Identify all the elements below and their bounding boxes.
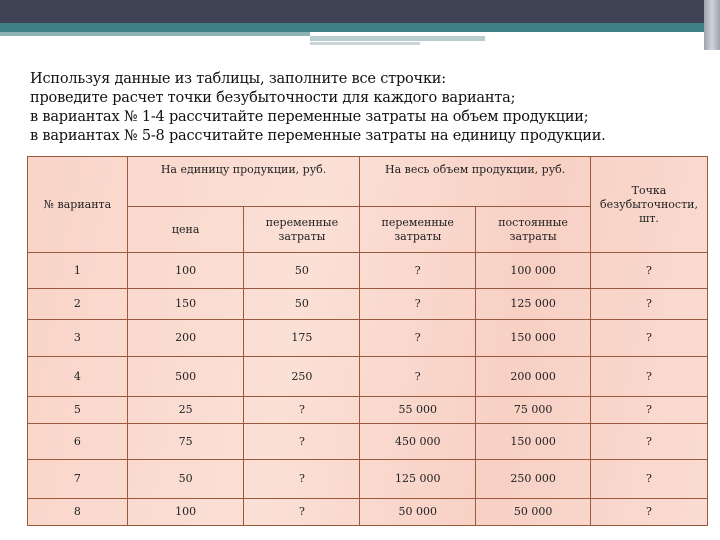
cell-unit-variable-costs: ? xyxy=(244,397,360,424)
cell-total-variable-costs: ? xyxy=(360,289,476,320)
cell-total-variable-costs: 50 000 xyxy=(360,499,476,526)
instruction-line: в вариантах № 5-8 рассчитайте переменные затраты на единицу продукции. xyxy=(30,128,606,144)
cell-price: 50 xyxy=(127,460,244,499)
cell-fixed-costs: 125 000 xyxy=(476,289,591,320)
cell-total-variable-costs: ? xyxy=(360,253,476,289)
cell-total-variable-costs: ? xyxy=(360,320,476,357)
cell-fixed-costs: 100 000 xyxy=(476,253,591,289)
cell-breakeven: ? xyxy=(591,253,708,289)
instruction-line: проведите расчет точки безубыточности для каждого варианта; xyxy=(30,90,516,106)
header-total-variable-costs: переменные затраты xyxy=(360,207,476,253)
cell-price: 500 xyxy=(127,357,244,397)
cell-breakeven: ? xyxy=(591,424,708,460)
table-row xyxy=(28,289,708,320)
header-unit-variable-costs: переменные затраты xyxy=(244,207,360,253)
cell-variant: 2 xyxy=(28,289,128,320)
cell-price: 75 xyxy=(127,424,244,460)
cell-price: 25 xyxy=(127,397,244,424)
cell-variant: 3 xyxy=(28,320,128,357)
slide-header-bar xyxy=(0,0,720,23)
cell-price: 100 xyxy=(127,499,244,526)
cell-variant: 7 xyxy=(28,460,128,499)
cell-total-variable-costs: 55 000 xyxy=(360,397,476,424)
cell-breakeven: ? xyxy=(591,357,708,397)
cell-unit-variable-costs: 50 xyxy=(244,253,360,289)
decorative-stripe xyxy=(0,32,310,36)
table-row xyxy=(28,499,708,526)
cell-unit-variable-costs: ? xyxy=(244,499,360,526)
header-breakeven: Точка безубыточности, шт. xyxy=(591,157,708,253)
table-row xyxy=(28,253,708,289)
cell-fixed-costs: 250 000 xyxy=(476,460,591,499)
cell-fixed-costs: 50 000 xyxy=(476,499,591,526)
cell-breakeven: ? xyxy=(591,499,708,526)
cell-breakeven: ? xyxy=(591,397,708,424)
cell-unit-variable-costs: ? xyxy=(244,424,360,460)
cell-breakeven: ? xyxy=(591,289,708,320)
table-row xyxy=(28,357,708,397)
cell-variant: 6 xyxy=(28,424,128,460)
slide-header-accent xyxy=(0,23,710,32)
breakeven-table xyxy=(27,156,708,526)
cell-variant: 8 xyxy=(28,499,128,526)
cell-price: 150 xyxy=(127,289,244,320)
table-row xyxy=(28,320,708,357)
task-instructions xyxy=(30,70,606,146)
cell-fixed-costs: 150 000 xyxy=(476,424,591,460)
instruction-line: в вариантах № 1-4 рассчитайте переменные затраты на объем продукции; xyxy=(30,109,589,125)
cell-price: 200 xyxy=(127,320,244,357)
cell-total-variable-costs: 125 000 xyxy=(360,460,476,499)
cell-fixed-costs: 200 000 xyxy=(476,357,591,397)
header-row xyxy=(28,157,708,207)
cell-breakeven: ? xyxy=(591,320,708,357)
decorative-stripe xyxy=(310,36,485,41)
cell-variant: 4 xyxy=(28,357,128,397)
cell-total-variable-costs: ? xyxy=(360,357,476,397)
cell-variant: 1 xyxy=(28,253,128,289)
header-variant: № варианта xyxy=(28,157,128,253)
cell-total-variable-costs: 450 000 xyxy=(360,424,476,460)
header-total-volume: На весь объем продукции, руб. xyxy=(360,157,591,207)
header-price: цена xyxy=(127,207,244,253)
decorative-stripe xyxy=(310,42,420,45)
decorative-vertical-bar xyxy=(704,0,720,50)
cell-unit-variable-costs: ? xyxy=(244,460,360,499)
cell-unit-variable-costs: 175 xyxy=(244,320,360,357)
cell-breakeven: ? xyxy=(591,460,708,499)
cell-variant: 5 xyxy=(28,397,128,424)
table-row xyxy=(28,397,708,424)
cell-unit-variable-costs: 50 xyxy=(244,289,360,320)
instruction-line: Используя данные из таблицы, заполните все строчки: xyxy=(30,71,446,87)
cell-unit-variable-costs: 250 xyxy=(244,357,360,397)
header-per-unit: На единицу продукции, руб. xyxy=(127,157,359,207)
header-fixed-costs: постоянные затраты xyxy=(476,207,591,253)
cell-fixed-costs: 75 000 xyxy=(476,397,591,424)
cell-fixed-costs: 150 000 xyxy=(476,320,591,357)
cell-price: 100 xyxy=(127,253,244,289)
table-row xyxy=(28,460,708,499)
table-row xyxy=(28,424,708,460)
